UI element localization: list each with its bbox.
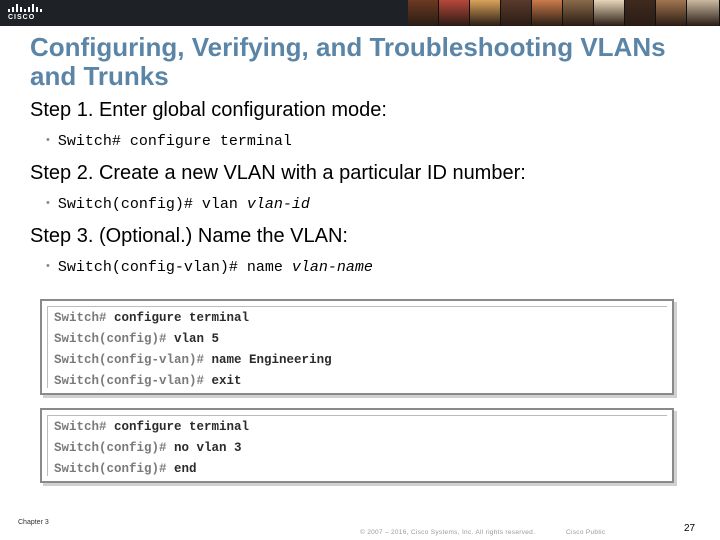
slide-title: Configuring, Verifying, and Troubleshooting VLANs and Trunks [30, 32, 666, 91]
step-1 [30, 99, 387, 122]
header-photo [687, 0, 720, 26]
terminal-prompt: Switch(config)# [54, 462, 167, 476]
terminal-inner [47, 306, 667, 388]
terminal-command: configure terminal [114, 311, 250, 325]
terminal-prompt: Switch# [54, 420, 107, 434]
footer-copyright: © 2007 – 2016, Cisco Systems, Inc. All rights reserved. [360, 529, 536, 536]
step-label: Step 1. [30, 99, 94, 121]
cisco-bars-icon [8, 4, 42, 12]
photo-strip [408, 0, 720, 26]
command-text: Switch(config)# vlan [57, 196, 247, 213]
bullet-icon: • [46, 197, 50, 209]
terminal-prompt: Switch(config)# [54, 332, 167, 346]
terminal-line [54, 353, 332, 367]
footer-chapter: Chapter 3 [18, 519, 49, 526]
header-photo [656, 0, 687, 26]
terminal-delete-vlan [40, 408, 674, 483]
step-label: Step 3. [30, 225, 94, 247]
bullet-icon: • [46, 134, 50, 146]
terminal-command: end [174, 462, 197, 476]
header-photo [625, 0, 656, 26]
header-band [0, 0, 720, 26]
step-2-command [46, 196, 310, 213]
cisco-logo-text: CISCO [8, 14, 36, 21]
terminal-command: no vlan 3 [174, 441, 242, 455]
terminal-line [54, 374, 242, 388]
terminal-prompt: Switch(config-vlan)# [54, 374, 205, 388]
terminal-prompt: Switch# [54, 311, 107, 325]
terminal-line [54, 420, 249, 434]
header-photo [532, 0, 563, 26]
terminal-line [54, 462, 197, 476]
header-photo [439, 0, 470, 26]
terminal-line [54, 332, 219, 346]
bullet-icon: • [46, 260, 50, 272]
terminal-create-vlan [40, 299, 674, 395]
terminal-prompt: Switch(config-vlan)# [54, 353, 205, 367]
terminal-prompt: Switch(config)# [54, 441, 167, 455]
step-text: Enter global configuration mode: [98, 99, 387, 121]
terminal-command: configure terminal [114, 420, 250, 434]
step-2 [30, 162, 526, 185]
step-3-command [46, 259, 373, 276]
terminal-command: vlan 5 [174, 332, 220, 346]
command-text: Switch(config-vlan)# name [57, 259, 292, 276]
page-number: 27 [684, 523, 696, 534]
step-3 [30, 225, 348, 248]
step-text: Create a new VLAN with a particular ID number: [98, 162, 526, 184]
step-label: Step 2. [30, 162, 94, 184]
header-photo [563, 0, 594, 26]
header-photo [470, 0, 501, 26]
command-param: vlan-id [246, 196, 310, 213]
cisco-logo [8, 4, 42, 22]
command-text: Switch# configure terminal [57, 133, 292, 150]
step-1-command [46, 133, 292, 150]
footer-classification: Cisco Public [566, 529, 606, 536]
terminal-command: name Engineering [211, 353, 332, 367]
header-photo [408, 0, 439, 26]
header-photo [594, 0, 625, 26]
terminal-command: exit [211, 374, 242, 388]
step-text: (Optional.) Name the VLAN: [98, 225, 348, 247]
terminal-inner [47, 415, 667, 476]
terminal-line [54, 441, 242, 455]
terminal-line [54, 311, 249, 325]
header-photo [501, 0, 532, 26]
command-param: vlan-name [291, 259, 373, 276]
